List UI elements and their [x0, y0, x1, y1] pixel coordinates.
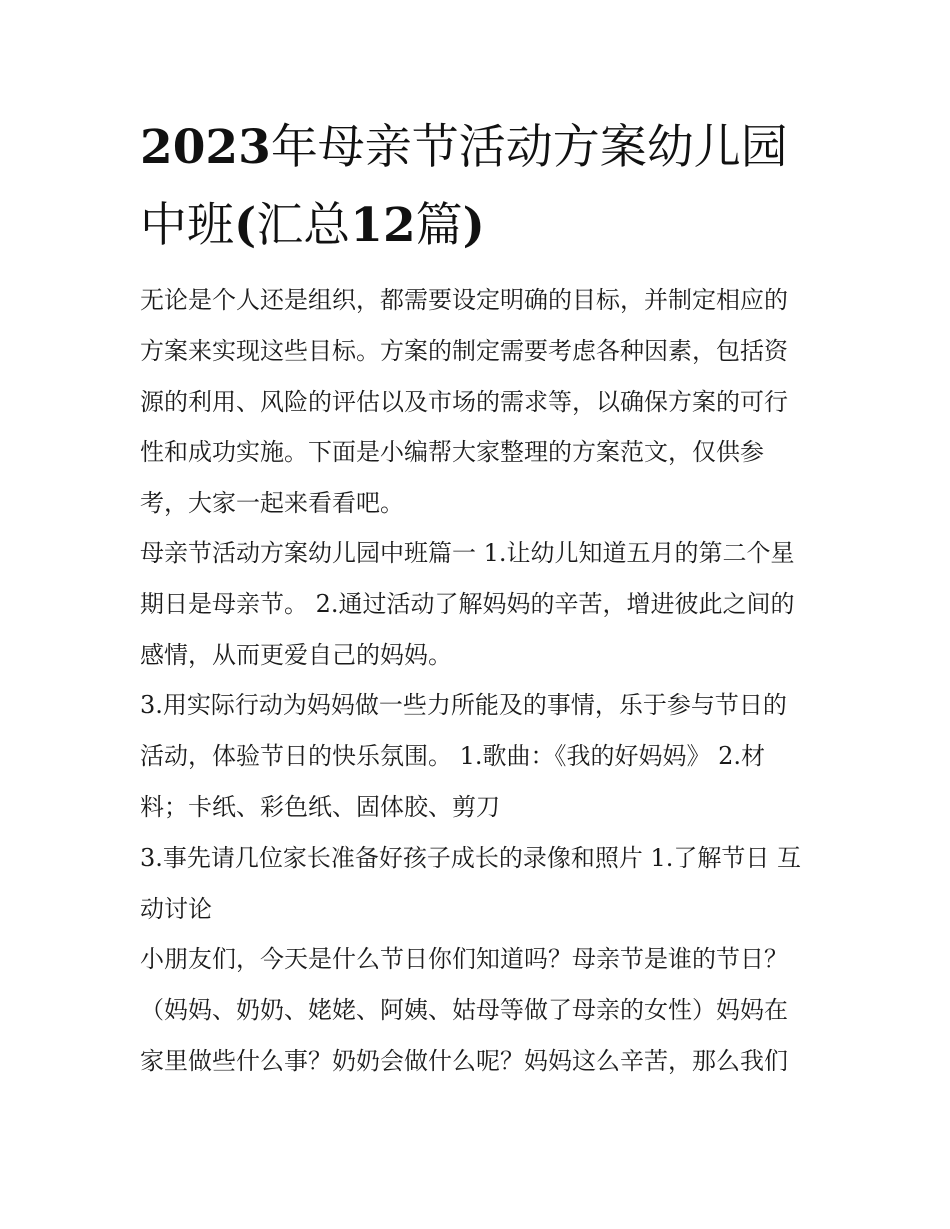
title-text-2b: 汇总 — [256, 198, 351, 253]
body-line: 考，大家一起来看看吧。 — [140, 489, 404, 517]
title-paren-close: ) — [462, 198, 485, 253]
body-line: 3.用实际行动为妈妈做一些力所能及的事情，乐于参与节日的 — [140, 691, 787, 719]
body-line: 动讨论 — [140, 895, 212, 923]
body-line: 期日是母亲节。 2.通过活动了解妈妈的辛苦，增进彼此之间的 — [140, 590, 795, 618]
title-line-2 — [140, 198, 485, 253]
title-text-1: 年母亲节活动方案幼儿园 — [270, 120, 788, 175]
body-line: 小朋友们，今天是什么节日你们知道吗？母亲节是谁的节日？ — [140, 945, 788, 973]
body-line: 感情，从而更爱自己的妈妈。 — [140, 641, 452, 669]
body-line: 性和成功实施。下面是小编帮大家整理的方案范文，仅供参 — [140, 438, 764, 466]
body-line: 方案来实现这些目标。方案的制定需要考虑各种因素，包括资 — [140, 337, 788, 365]
body-line: 料；卡纸、彩色纸、固体胶、剪刀 — [140, 793, 500, 821]
body-line: 源的利用、风险的评估以及市场的需求等，以确保方案的可行 — [140, 388, 788, 416]
title-line-1 — [140, 120, 788, 175]
body-line: 无论是个人还是组织，都需要设定明确的目标，并制定相应的 — [140, 286, 788, 314]
body-line: 母亲节活动方案幼儿园中班篇一 1.让幼儿知道五月的第二个星 — [140, 539, 795, 567]
body-line: （妈妈、奶奶、姥姥、阿姨、姑母等做了母亲的女性）妈妈在 — [140, 996, 788, 1024]
title-text-2a: 中班 — [140, 198, 234, 253]
title-paren-open: ( — [234, 198, 257, 253]
body-line: 活动，体验节日的快乐氛围。 1.歌曲：《我的好妈妈》 2.材 — [140, 742, 766, 770]
title-count: 12 — [350, 198, 416, 253]
title-text-2c: 篇 — [415, 198, 463, 253]
body-line: 家里做些什么事？奶奶会做什么呢？妈妈这么辛苦，那么我们 — [140, 1047, 788, 1075]
title-year: 2023 — [140, 120, 271, 175]
body-line: 3.事先请几位家长准备好孩子成长的录像和照片 1.了解节日 互 — [140, 844, 802, 872]
